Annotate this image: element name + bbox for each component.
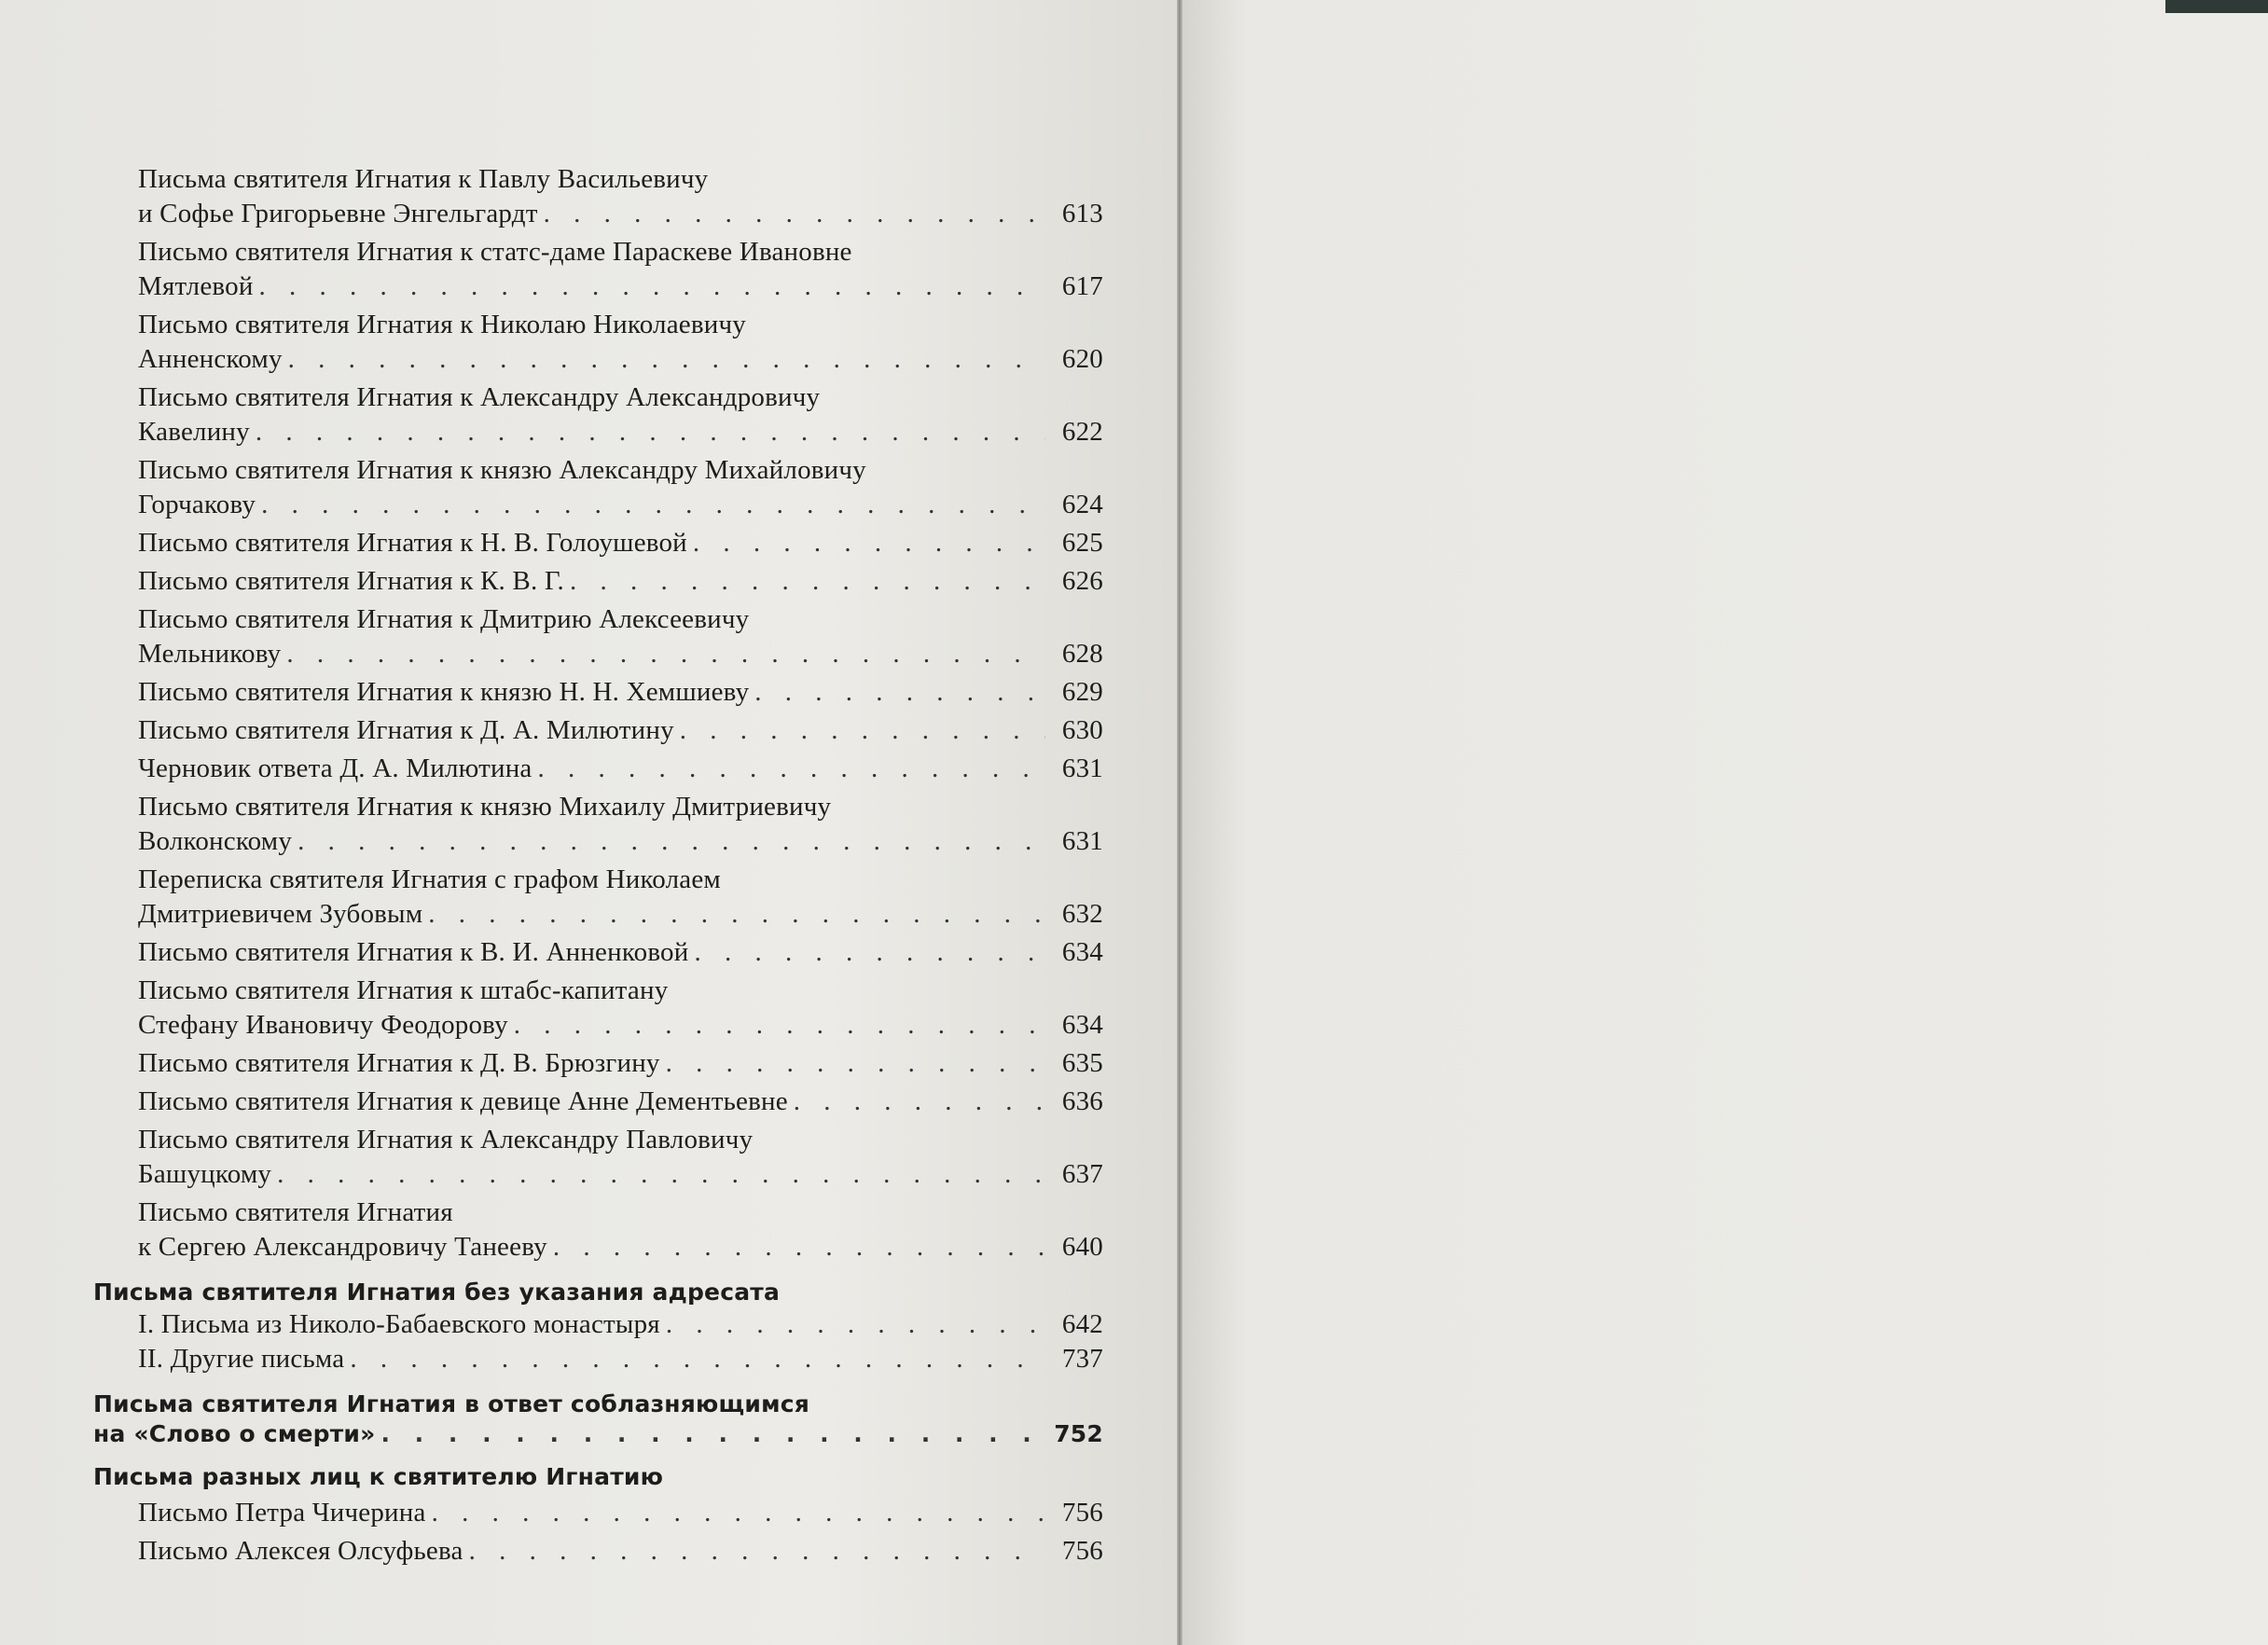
entry-title-line: Письмо святителя Игнатия к князю Михаилу Дмитриевичу	[138, 792, 832, 822]
entry-title-line: Письмо святителя Игнатия к князю Н. Н. Хемшиеву	[138, 677, 750, 707]
entry-last-line	[138, 713, 1103, 748]
page-number: 752	[1054, 1420, 1103, 1447]
page-number: 634	[1061, 1010, 1103, 1040]
leader-dots	[553, 1230, 1045, 1265]
entry-title-line: Письмо Петра Чичерина	[138, 1498, 426, 1528]
entry-title-line: Письмо святителя Игнатия	[138, 1197, 453, 1227]
entry-title-line: Письмо святителя Игнатия к Н. В. Голоушевой	[138, 528, 687, 558]
entry-title-line: Письмо святителя Игнатия к Александру Павловичу	[138, 1125, 754, 1154]
spacer	[138, 1265, 1103, 1278]
entry-title-line: Анненскому	[138, 344, 283, 374]
entry-title-line: Стефану Ивановичу Феодорову	[138, 1010, 508, 1040]
section-heading-slovo	[93, 1389, 1103, 1449]
entry-title-line: Горчакову	[138, 490, 256, 519]
entry-last-line	[138, 564, 1103, 599]
entry-last-line	[138, 526, 1103, 560]
page-number: 637	[1061, 1159, 1103, 1189]
leader-dots	[694, 935, 1045, 970]
entry-title-line: Письмо святителя Игнатия к девице Анне Дементьевне	[138, 1086, 788, 1116]
leader-dots	[256, 415, 1045, 449]
entry-title-line: Черновик ответа Д. А. Милютина	[138, 753, 532, 783]
leader-dots	[380, 1419, 1045, 1449]
entry-last-line	[138, 1046, 1103, 1081]
page-number: 635	[1061, 1048, 1103, 1078]
heading-line: Письма разных лиц к святителю Игнатию	[93, 1463, 664, 1490]
entry-title-line: Мельникову	[138, 639, 282, 669]
spacer	[138, 1449, 1103, 1462]
entry-title-line: к Сергею Александровичу Танееву	[138, 1232, 547, 1262]
section-heading-no-address	[93, 1278, 1103, 1307]
toc-entry	[138, 162, 1103, 231]
toc-entry	[138, 713, 1103, 748]
right-page	[1182, 0, 2268, 1645]
toc-entry	[138, 1307, 1103, 1342]
entry-last-line	[138, 1307, 1103, 1342]
entry-last-line	[138, 1496, 1103, 1530]
toc-entry	[138, 974, 1103, 1043]
leader-dots	[680, 713, 1045, 748]
toc-entry	[138, 453, 1103, 522]
entry-title-line: Письмо святителя Игнатия к Александру Александровичу	[138, 382, 821, 412]
page-number: 620	[1061, 344, 1103, 374]
spacer	[138, 1376, 1103, 1389]
toc-entry	[138, 1123, 1103, 1192]
entry-last-line	[138, 1230, 1103, 1265]
leader-dots	[469, 1534, 1045, 1569]
toc-entry	[138, 790, 1103, 859]
entry-last-line	[138, 1008, 1103, 1043]
leader-dots	[693, 526, 1045, 560]
entry-last-line	[138, 1342, 1103, 1376]
toc-entry	[138, 602, 1103, 671]
entry-title-line: Мятлевой	[138, 271, 254, 301]
entry-title-line: Переписка святителя Игнатия с графом Николаем	[138, 864, 721, 894]
entry-last-line	[138, 1085, 1103, 1119]
toc-entry	[138, 863, 1103, 932]
leader-dots	[297, 824, 1045, 859]
entry-last-line	[138, 1534, 1103, 1569]
page-number: 622	[1061, 417, 1103, 447]
entry-title-line: Письмо святителя Игнатия к К. В. Г.	[138, 566, 565, 596]
entry-title-line: I. Письма из Николо-Бабаевского монастыря	[138, 1309, 660, 1339]
entry-last-line	[138, 637, 1103, 671]
entry-last-line	[138, 270, 1103, 304]
toc-entry	[138, 1534, 1103, 1569]
leader-dots	[666, 1307, 1045, 1342]
cover-edge	[2165, 0, 2268, 13]
leader-dots	[428, 897, 1045, 932]
entry-title-line: Кавелину	[138, 417, 250, 447]
entry-last-line	[138, 342, 1103, 377]
entry-title-line: Волконскому	[138, 826, 293, 856]
leader-dots	[514, 1008, 1045, 1043]
entry-title-line: Письмо святителя Игнатия к князю Александру Михайловичу	[138, 455, 866, 485]
section-heading-various	[93, 1462, 1103, 1492]
entry-last-line	[138, 415, 1103, 449]
entry-title-line: Письмо святителя Игнатия к В. И. Анненковой	[138, 937, 689, 967]
toc-entry	[138, 308, 1103, 377]
toc-entry	[138, 1496, 1103, 1530]
entry-title-line: на «Слово о смерти»	[93, 1420, 376, 1447]
page-number: 626	[1061, 566, 1103, 596]
heading-line: Письма святителя Игнатия без указания адресата	[93, 1279, 781, 1306]
toc-entry	[138, 1196, 1103, 1265]
leader-dots	[259, 270, 1045, 304]
page-number: 756	[1061, 1498, 1103, 1528]
toc-entry	[138, 1342, 1103, 1376]
leader-dots	[350, 1342, 1045, 1376]
entry-last-line	[138, 675, 1103, 710]
leader-dots	[277, 1157, 1045, 1192]
entry-title-line: и Софье Григорьевне Энгельгардт	[138, 199, 538, 228]
leader-dots	[570, 564, 1045, 599]
page-number: 631	[1061, 753, 1103, 783]
toc-entry	[138, 380, 1103, 449]
toc-entry	[138, 526, 1103, 560]
page-number: 642	[1061, 1309, 1103, 1339]
page-number: 640	[1061, 1232, 1103, 1262]
entry-title-line: Письма святителя Игнатия к Павлу Васильевичу	[138, 164, 709, 194]
entry-last-line	[93, 1419, 1103, 1449]
entry-title-line: II. Другие письма	[138, 1344, 345, 1374]
page-number: 629	[1061, 677, 1103, 707]
page-number: 632	[1061, 899, 1103, 929]
page-number: 634	[1061, 937, 1103, 967]
page-number: 630	[1061, 715, 1103, 745]
leader-dots	[544, 197, 1045, 231]
page-number: 624	[1061, 490, 1103, 519]
leader-dots	[538, 752, 1046, 786]
entry-title-line: Письмо святителя Игнатия к Д. А. Милютину	[138, 715, 674, 745]
leader-dots	[794, 1085, 1045, 1119]
toc-entry	[138, 564, 1103, 599]
entry-title-line: Письмо святителя Игнатия к статс-даме Параскеве Ивановне	[138, 237, 852, 267]
leader-dots	[286, 637, 1045, 671]
page-number: 628	[1061, 639, 1103, 669]
page-number: 631	[1061, 826, 1103, 856]
entry-last-line	[138, 197, 1103, 231]
toc-entry	[138, 675, 1103, 710]
leader-dots	[754, 675, 1045, 710]
leader-dots	[261, 488, 1045, 522]
entry-last-line	[138, 897, 1103, 932]
leader-dots	[432, 1496, 1045, 1530]
page-number: 636	[1061, 1086, 1103, 1116]
toc-entry	[138, 935, 1103, 970]
toc-entry	[138, 235, 1103, 304]
toc-entry	[138, 1046, 1103, 1081]
entry-last-line	[138, 488, 1103, 522]
toc-entry	[138, 752, 1103, 786]
page-number: 617	[1061, 271, 1103, 301]
entry-title-line: Письма святителя Игнатия в ответ соблазняющимся	[93, 1390, 809, 1417]
entry-title-line: Письмо Алексея Олсуфьева	[138, 1536, 463, 1566]
entry-last-line	[138, 752, 1103, 786]
entry-title-line: Письмо святителя Игнатия к Д. В. Брюзгину	[138, 1048, 660, 1078]
entry-last-line	[138, 824, 1103, 859]
page-number: 756	[1061, 1536, 1103, 1566]
entry-title-line: Письмо святителя Игнатия к Николаю Николаевичу	[138, 310, 746, 339]
leader-dots	[288, 342, 1045, 377]
entry-title-line: Дмитриевичем Зубовым	[138, 899, 423, 929]
leader-dots	[666, 1046, 1045, 1081]
page-number: 625	[1061, 528, 1103, 558]
entry-last-line	[138, 1157, 1103, 1192]
entry-title-line: Башуцкому	[138, 1159, 272, 1189]
toc-entry	[138, 1085, 1103, 1119]
entry-last-line	[138, 935, 1103, 970]
page-number: 613	[1061, 199, 1103, 228]
entry-title-line: Письмо святителя Игнатия к штабс-капитану	[138, 975, 669, 1005]
entry-title-line: Письмо святителя Игнатия к Дмитрию Алексеевичу	[138, 604, 750, 634]
page-number: 737	[1061, 1344, 1103, 1374]
toc-left	[93, 159, 1103, 1569]
